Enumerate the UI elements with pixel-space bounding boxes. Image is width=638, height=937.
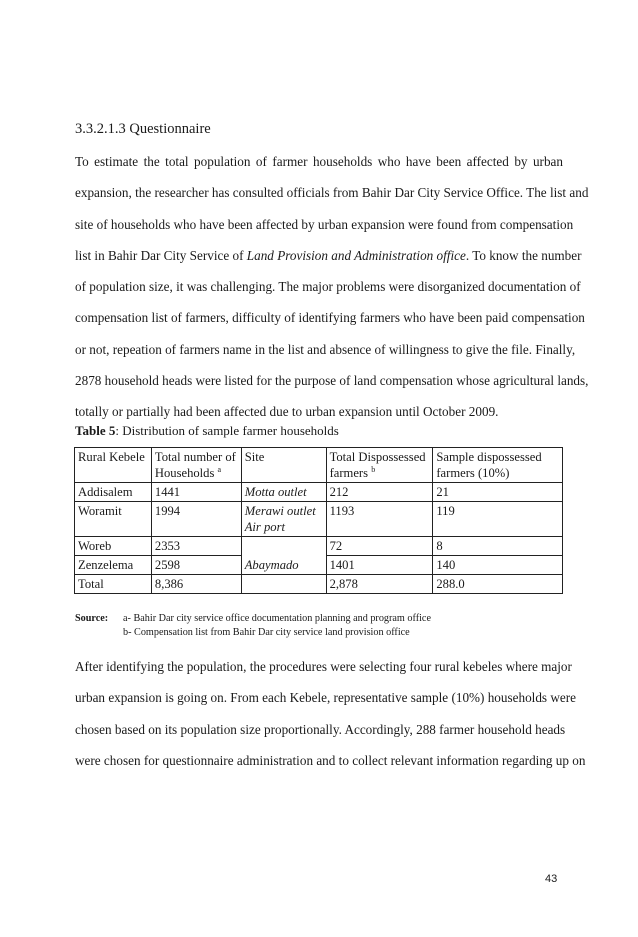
cell-kebele: Woreb	[75, 537, 152, 556]
table-caption-text: : Distribution of sample farmer households	[115, 423, 339, 438]
cell-households: 8,386	[151, 575, 241, 594]
cell-sample: 288.0	[433, 575, 563, 594]
site-line: Air port	[244, 520, 285, 534]
paragraph-line: To estimate the total population of farmer households who have been affected by urban	[75, 154, 563, 169]
table-row	[75, 537, 563, 556]
cell-kebele: Woramit	[75, 502, 152, 537]
sample-distribution-table	[74, 447, 563, 594]
cell-households: 1441	[151, 483, 241, 502]
table-caption	[75, 423, 339, 439]
cell-households: 2598	[151, 556, 241, 575]
table-row	[75, 483, 563, 502]
cell-kebele: Zenzelema	[75, 556, 152, 575]
footnote-marker: a	[217, 464, 222, 474]
cell-site: Motta outlet	[241, 483, 326, 502]
cell-dispossessed: 72	[326, 537, 433, 556]
table-total-row	[75, 575, 563, 594]
table-header-row	[75, 448, 563, 483]
source-label: Source:	[75, 613, 109, 624]
cell-sample: 119	[433, 502, 563, 537]
office-name-italic: Land Provision and Administration office	[246, 247, 466, 263]
cell-site	[241, 575, 326, 594]
cell-households: 2353	[151, 537, 241, 556]
cell-kebele: Total	[75, 575, 152, 594]
source-line-b: b- Compensation list from Bahir Dar city service land provision office	[123, 627, 410, 638]
table-source-note	[75, 612, 431, 640]
header-sample: Sample dispossessed farmers (10%)	[433, 448, 563, 483]
section-heading: 3.3.2.1.3 Questionnaire	[75, 121, 211, 137]
header-total-dispossessed	[326, 448, 433, 483]
paragraph-line-end: . To know the number	[465, 247, 582, 263]
table-caption-label: Table 5	[75, 423, 116, 438]
footnote-marker: b	[371, 464, 376, 474]
paragraph-line: were chosen for questionnaire administration and to collect relevant information regarding up on	[75, 752, 586, 768]
header-text: Total number of Households	[154, 450, 236, 480]
site-line: Merawi outlet	[244, 504, 316, 518]
paragraph-line-start: list in Bahir Dar City Service of	[75, 247, 247, 263]
paragraph-line: site of households who have been affected by urban expansion were found from compensation	[75, 216, 574, 232]
paragraph-line: totally or partially had been affected due to urban expansion until October 2009.	[75, 404, 499, 420]
cell-sample: 21	[433, 483, 563, 502]
cell-dispossessed: 1193	[326, 502, 433, 537]
paragraph-line: of population size, it was challenging. The major problems were disorganized documentation of	[75, 279, 581, 295]
paragraph-line: chosen based on its population size proportionally. Accordingly, 288 farmer household heads	[75, 721, 566, 737]
cell-site-merged: Abaymado	[241, 537, 326, 575]
cell-dispossessed: 2,878	[326, 575, 433, 594]
paragraph-sampling-procedure	[75, 658, 586, 783]
header-site: Site	[241, 448, 326, 483]
cell-sample: 8	[433, 537, 563, 556]
cell-site	[241, 502, 326, 537]
cell-dispossessed: 212	[326, 483, 433, 502]
paragraph-line: expansion, the researcher has consulted officials from Bahir Dar City Service Office. The list and	[75, 185, 589, 201]
cell-kebele: Addisalem	[75, 483, 152, 502]
paragraph-line: urban expansion is going on. From each Kebele, representative sample (10%) households were	[75, 690, 576, 706]
header-rural-kebele: Rural Kebele	[75, 448, 152, 483]
paragraph-line: or not, repeation of farmers name in the list and absence of willingness to give the file. Finally,	[75, 341, 576, 357]
cell-dispossessed: 1401	[326, 556, 433, 575]
page-number: 43	[545, 873, 558, 885]
paragraph-line	[75, 247, 582, 278]
table-row	[75, 502, 563, 537]
source-line-a: a- Bahir Dar city service office documentation planning and program office	[123, 613, 431, 624]
header-text: Total Dispossessed farmers	[329, 450, 426, 480]
header-total-households	[151, 448, 241, 483]
paragraph-line: compensation list of farmers, difficulty of identifying farmers who have been paid compensation	[75, 310, 585, 326]
cell-sample: 140	[433, 556, 563, 575]
cell-households: 1994	[151, 502, 241, 537]
paragraph-estimate-population	[75, 153, 589, 435]
paragraph-line: 2878 household heads were listed for the purpose of land compensation whose agricultural lands,	[75, 373, 589, 389]
paragraph-line: After identifying the population, the procedures were selecting four rural kebeles where major	[75, 659, 572, 674]
